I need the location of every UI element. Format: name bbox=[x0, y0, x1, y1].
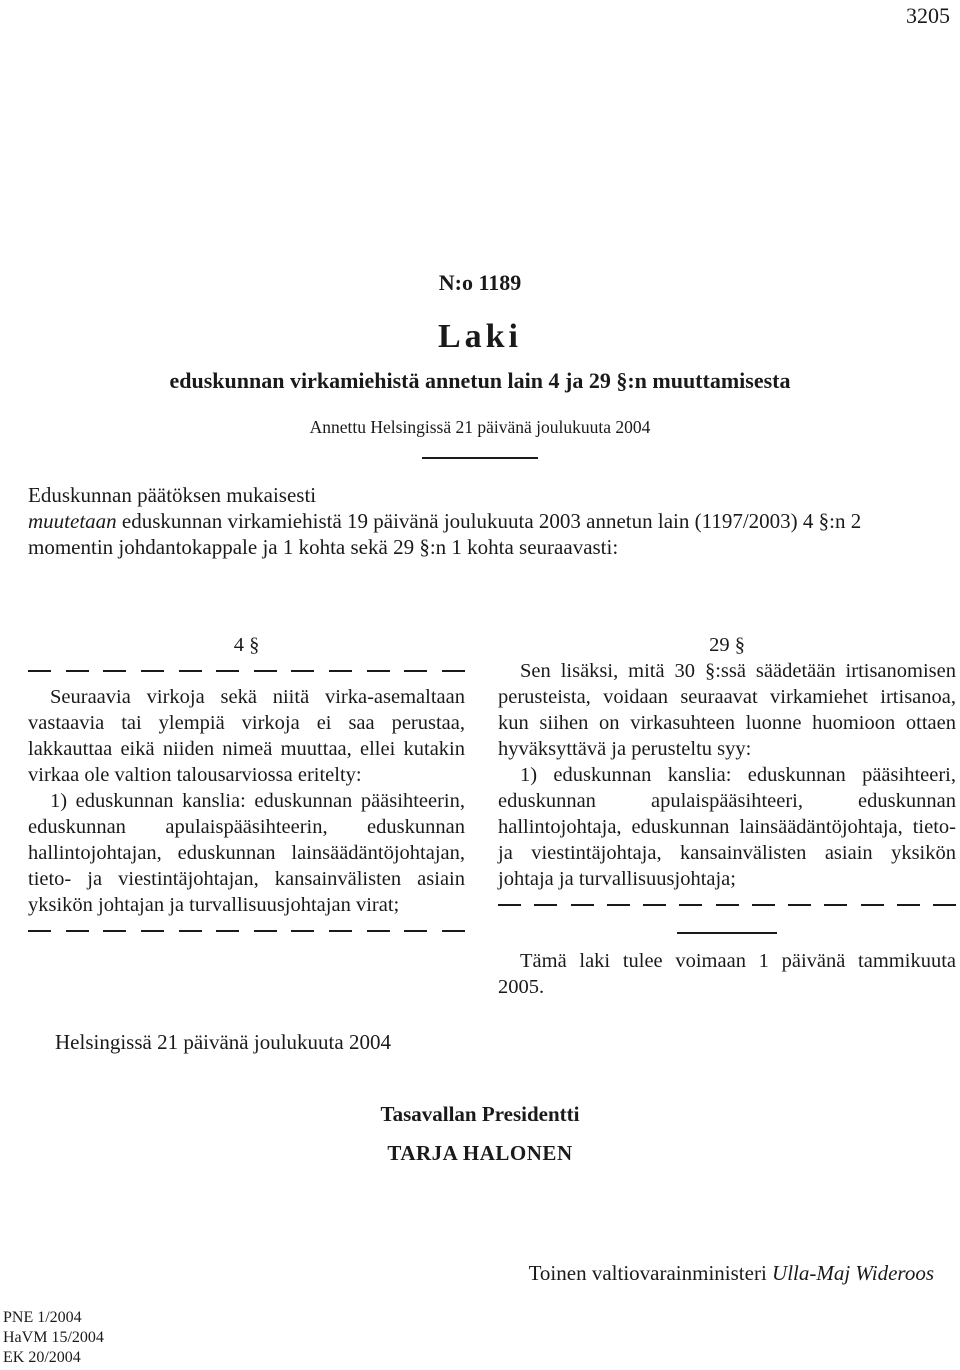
entry-into-force: Tämä laki tulee voimaan 1 päivänä tammikuuta 2005. bbox=[498, 949, 956, 998]
section-4-column bbox=[28, 632, 465, 944]
president-name: TARJA HALONEN bbox=[387, 1141, 573, 1165]
section-29-column bbox=[498, 632, 956, 1000]
omission-dashes bbox=[28, 658, 465, 684]
page-number: 3205 bbox=[906, 3, 950, 28]
title-divider bbox=[422, 457, 538, 459]
intro-line-1: Eduskunnan päätöksen mukaisesti bbox=[28, 483, 317, 507]
minister-signature bbox=[529, 1261, 934, 1286]
omission-dashes bbox=[498, 892, 956, 918]
section-29-item-1: 1) eduskunnan kanslia: eduskunnan pääsihteeri, eduskunnan apulaispääsihteeri, eduskunnan hallintojohtaja, eduskunnan lainsäädäntöjohtaja, tieto- ja viestintäjohtaja, kansainvälisten asiain yksikön johtaja ja turvallisuusjohtaja; bbox=[498, 764, 956, 890]
minister-title: Toinen valtiovarainministeri bbox=[528, 1261, 773, 1285]
reference-item: EK 20/2004 bbox=[3, 1349, 81, 1366]
law-subtitle: eduskunnan virkamiehistä annetun lain 4 ja 29 §:n muuttamisesta bbox=[169, 368, 791, 393]
minister-name: Ulla-Maj Wideroos bbox=[772, 1261, 934, 1285]
omission-dashes bbox=[28, 918, 465, 944]
enactment-line: Annettu Helsingissä 21 päivänä joulukuuta 2004 bbox=[309, 417, 651, 437]
section-29-heading: 29 § bbox=[709, 634, 745, 656]
reference-item: PNE 1/2004 bbox=[3, 1309, 82, 1326]
law-number: N:o 1189 bbox=[438, 270, 522, 295]
intro-paragraph bbox=[28, 482, 940, 560]
section-4-item-1: 1) eduskunnan kanslia: eduskunnan pääsihteerin, eduskunnan apulaispääsihteerin, eduskunnan hallintojohtajan, eduskunnan lainsäädäntöjohtajan, tieto- ja viestintäjohtajan, kansainvälisten asiain yksikön johtajan ja turvallisuusjohtajan virat; bbox=[28, 790, 465, 916]
reference-item: HaVM 15/2004 bbox=[3, 1329, 104, 1346]
section-4-paragraph: Seuraavia virkoja sekä niitä virka-asemaltaan vastaavia tai ylempiä virkoja ei saa perustaa, lakkauttaa eikä niiden nimeä muuttaa, ellei kutakin virkaa ole valtion talousarviossa eritelty: bbox=[28, 686, 465, 786]
intro-rest: eduskunnan virkamiehistä 19 päivänä joulukuuta 2003 annetun lain (1197/2003) 4 §:n 2 momentin johdantokappale ja 1 kohta sekä 29 §:n 1 kohta seuraavasti: bbox=[28, 509, 862, 559]
section-divider bbox=[677, 932, 777, 934]
place-and-date: Helsingissä 21 päivänä joulukuuta 2004 bbox=[55, 1030, 391, 1054]
president-title: Tasavallan Presidentti bbox=[380, 1102, 580, 1126]
intro-verb: muutetaan bbox=[28, 509, 117, 533]
section-29-paragraph: Sen lisäksi, mitä 30 §:ssä säädetään irtisanomisen perusteista, voidaan seuraavat virkamiehet irtisanoa, kun siihen on virkasuhteen luonne huomioon ottaen hyväksyttävä ja perusteltu syy: bbox=[498, 660, 956, 760]
document-references bbox=[3, 1308, 104, 1368]
intro-body bbox=[28, 508, 940, 560]
law-title: Laki bbox=[437, 318, 523, 355]
section-4-heading: 4 § bbox=[233, 634, 260, 656]
